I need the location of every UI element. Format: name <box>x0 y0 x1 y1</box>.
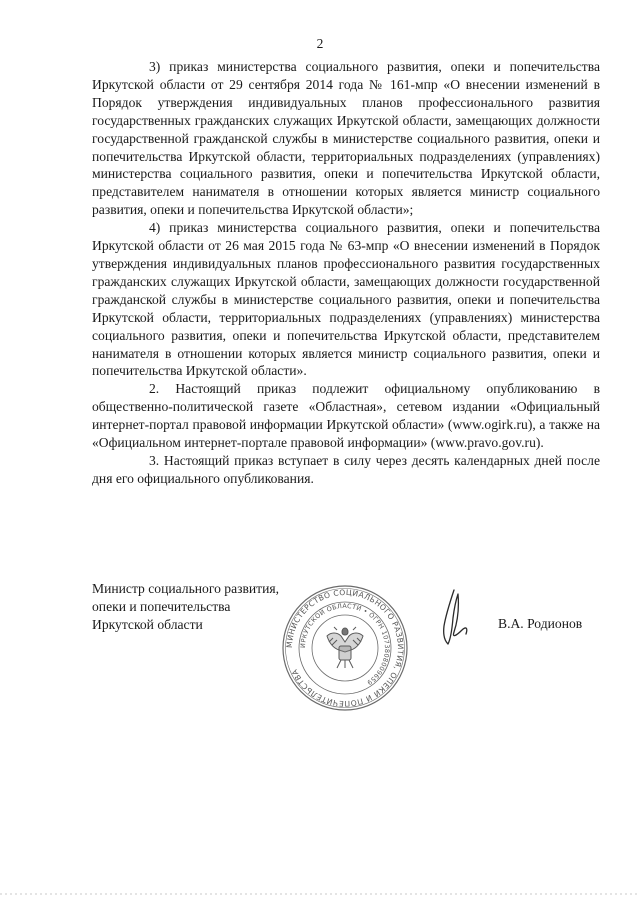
scan-artifact-line <box>0 892 640 896</box>
signatory-position-line: Министр социального развития, <box>92 581 280 596</box>
coat-of-arms-icon <box>327 627 363 668</box>
paragraph-item-3: 3) приказ министерства социального развития, опеки и попечительства Иркутской области от 29 сентября 2014 года № 161-мпр «О внесении изменений в Порядок утверждения индивидуальных планов профессионального развития государственных гражданских служащих Иркутской области, замещающих должности государственной гражданской службы в министерстве социального развития, опеки и попечительства Иркутской области, территориальных подразделениях (управлениях) министерства социального развития, опеки и попечительства Иркутской области, представителем нанимателя в отношении которых является министр социального развития, опеки и попечительства Иркутской области»; <box>92 59 600 218</box>
page-number: 2 <box>316 36 324 51</box>
paragraph-effective-date: 3. Настоящий приказ вступает в силу через десять календарных дней после дня его официального опубликования. <box>92 452 600 486</box>
handwritten-signature <box>432 588 472 650</box>
paragraph-publication: 2. Настоящий приказ подлежит официальному опубликованию в общественно-политической газете «Областная», сетевом издании «Официальный интернет-портал правовой информации Иркутской области» (www.ogirk.ru), а также на «Официальном интернет-портале правовой информации» (www.pravo.gov.ru). <box>92 381 600 451</box>
paragraph-item-4: 4) приказ министерства социального развития, опеки и попечительства Иркутской области от 26 мая 2015 года № 63-мпр «О внесении изменений в Порядок утверждения индивидуальных планов профессионального развития государственных гражданских служащих Иркутской области, замещающих должности государственной гражданской службы в министерстве социального развития, опеки и попечительства Иркутской области, территориальных подразделениях (управлениях) министерства социального развития, опеки и попечительства Иркутской области, представителем нанимателя в отношении которых является министр социального развития, опеки и попечительства Иркутской области». <box>92 220 600 379</box>
signatory-name: В.А. Родионов <box>498 616 583 631</box>
seal-inner-text: ИРКУТСКОЙ ОБЛАСТИ • ОГРН 1073808009659 <box>298 601 392 687</box>
signatory-position <box>92 580 279 634</box>
signatory-position-line: Иркутской области <box>92 617 203 632</box>
official-seal-stamp <box>281 584 409 712</box>
signatory-position-line: опеки и попечительства <box>92 599 231 614</box>
seal-outer-text: МИНИСТЕРСТВО СОЦИАЛЬНОГО РАЗВИТИЯ, ОПЕКИ И ПОПЕЧИТЕЛЬСТВА <box>284 587 406 709</box>
document-body <box>92 58 600 488</box>
